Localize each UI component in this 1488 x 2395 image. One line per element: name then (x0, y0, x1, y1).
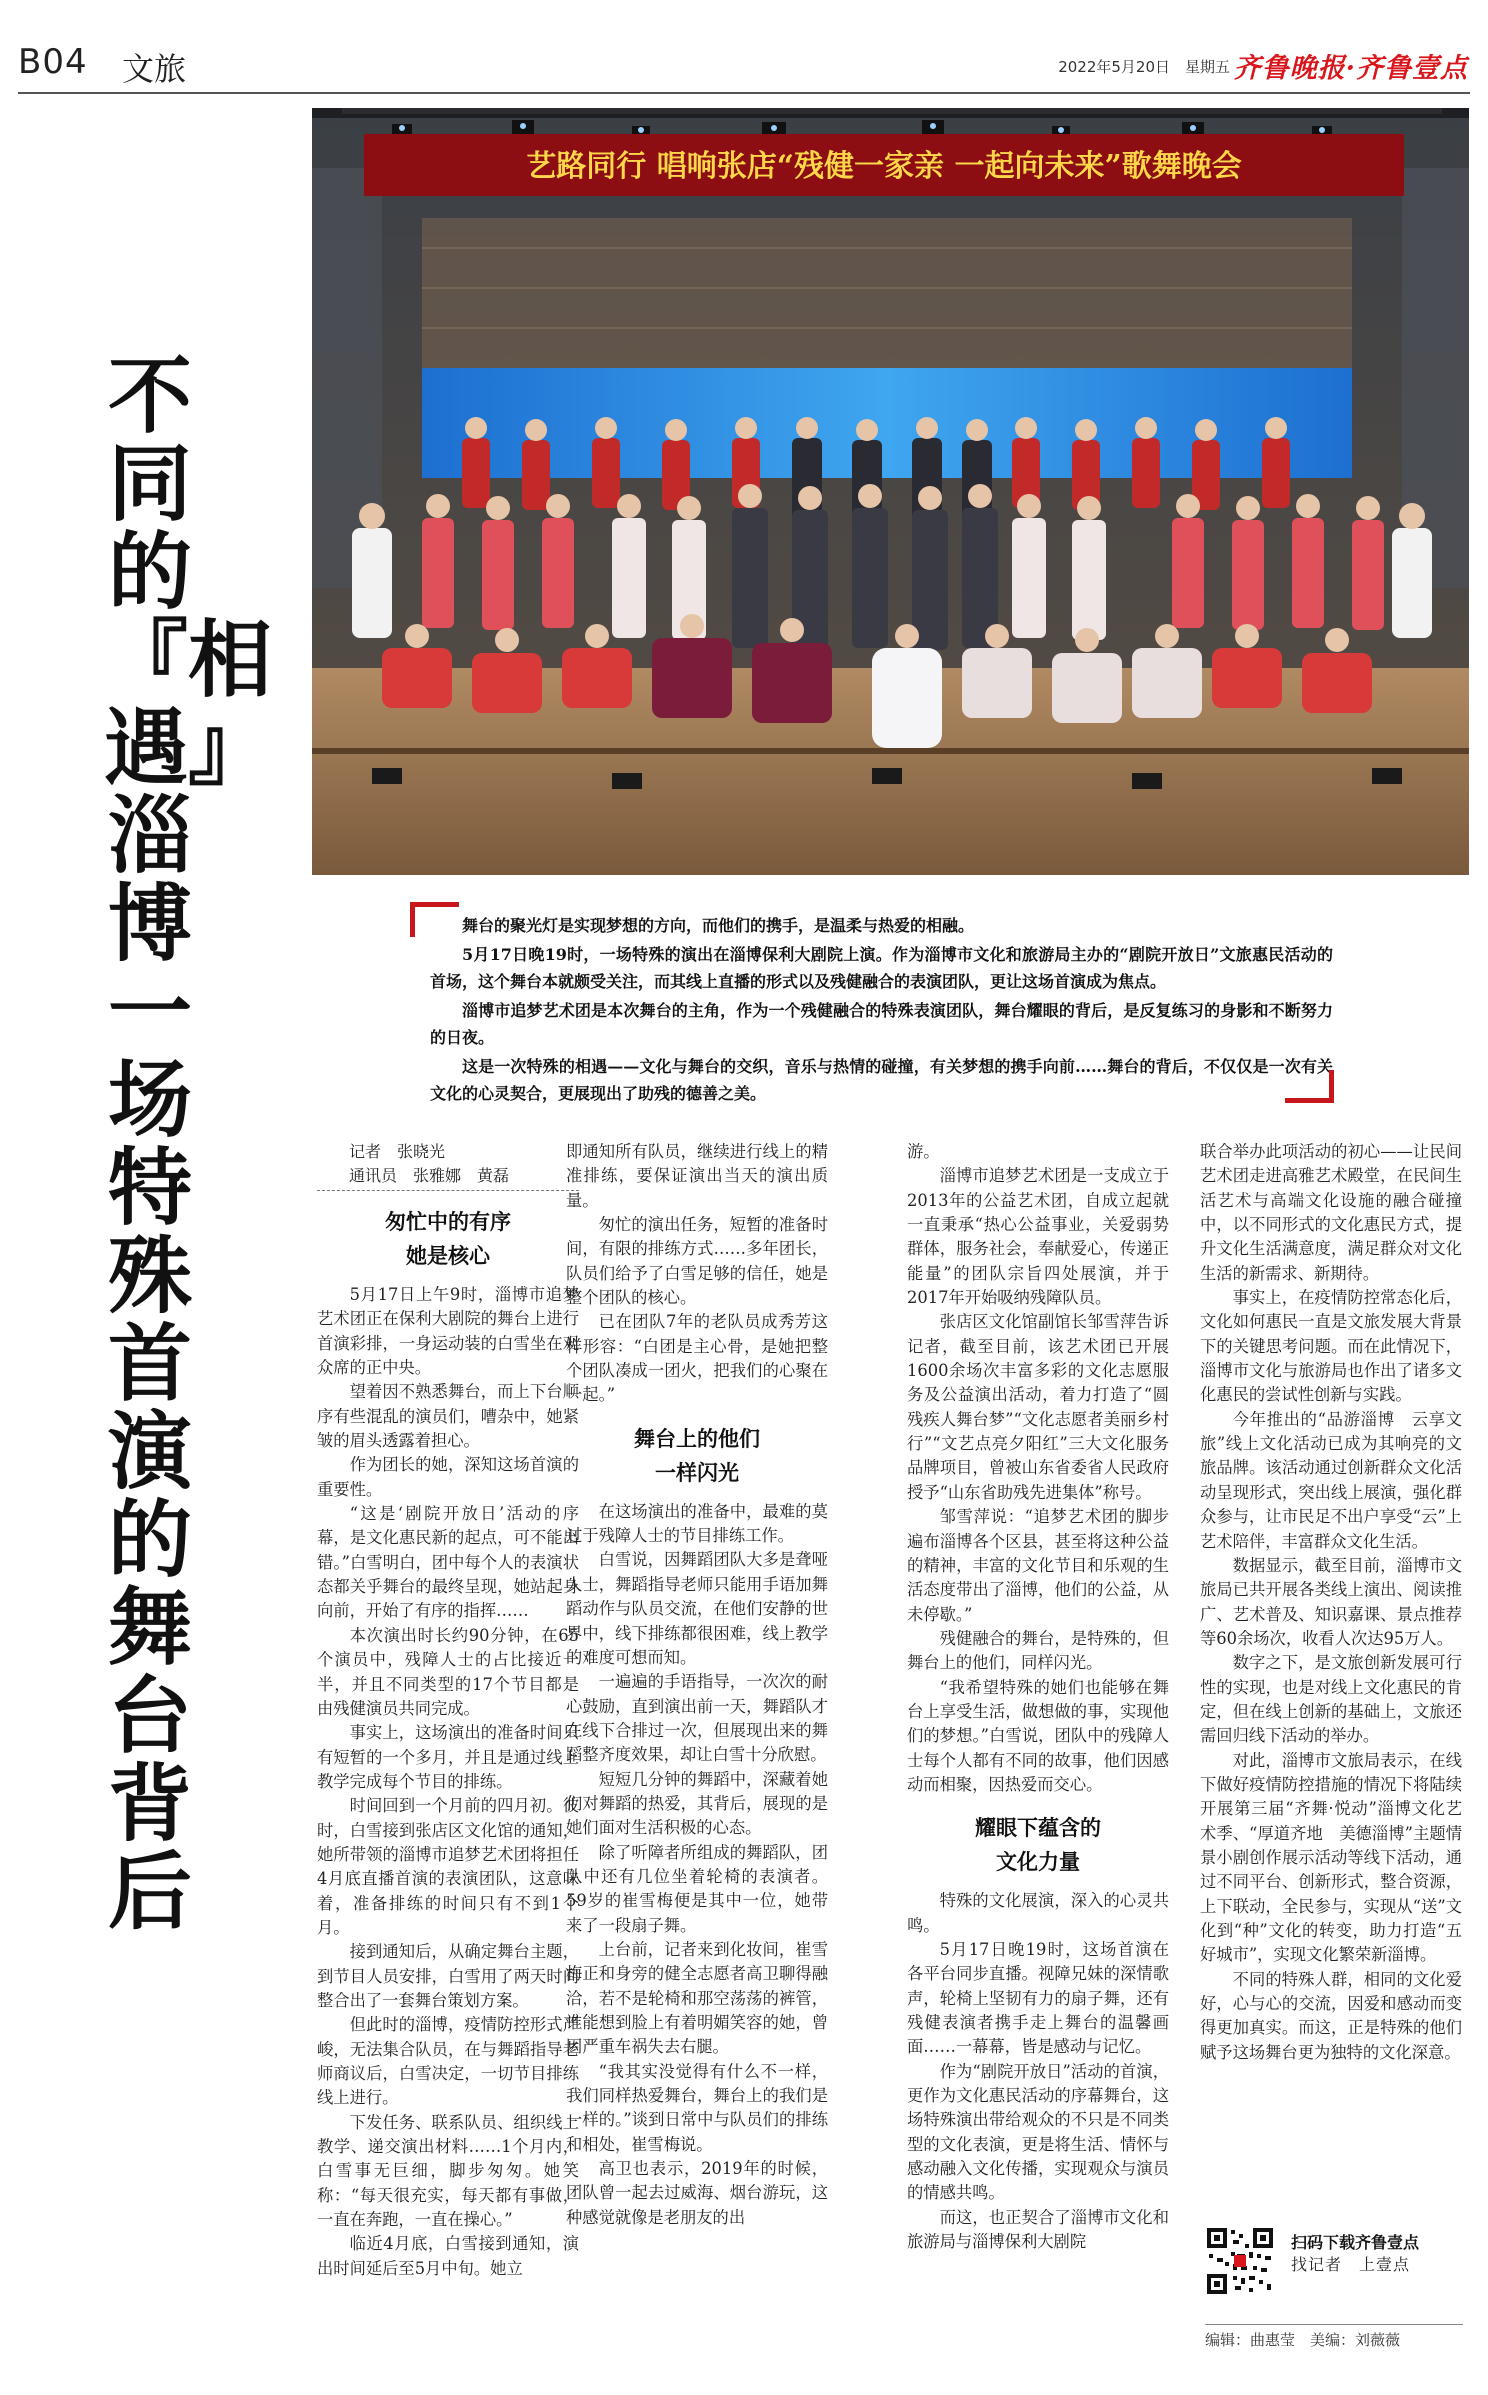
body-paragraph: 5月17日上午9时，淄博市追梦艺术团正在保利大剧院的舞台上进行首演彩排，一身运动装的白雪坐在观众席的正中央。 (317, 1285, 579, 1378)
section-heading (566, 1422, 828, 1490)
qr-caption-sub: 找记者 上壹点 (1291, 2255, 1411, 2274)
body-paragraph: 作为“剧院开放日”活动的首演，更作为文化惠民活动的序幕舞台，这场特殊演出带给观众的不只是不同类型的文化表演，更是将生活、情怀与感动融入文化传播，实现观众与演员的情感共鸣。 (907, 2061, 1169, 2203)
section-heading-line: 舞台上的他们 (634, 1425, 760, 1451)
body-column-3 (907, 1140, 1169, 2254)
body-paragraph: 不同的特殊人群，相同的文化爱好，心与心的交流，因爱和感动而变得更加真实。而这，正是特殊的他们赋予这场舞台更为独特的文化深意。 (1200, 1969, 1462, 2062)
body-paragraph: 除了听障者所组成的舞蹈队，团队中还有几位坐着轮椅的表演者。59岁的崔雪梅便是其中一位，她带来了一段扇子舞。 (566, 1842, 828, 1935)
editor-credits: 编辑：曲惠莹 美编：刘薇薇 (1205, 2324, 1463, 2350)
article-lead (430, 912, 1333, 1109)
body-paragraph: “我希望特殊的她们也能够在舞台上享受生活，做想做的事，实现他们的梦想。”白雪说，团队中的残障人士每个人都有不同的故事，他们因感动而相聚，因热爱而交心。 (907, 1677, 1169, 1794)
body-paragraph: 作为团长的她，深知这场首演的重要性。 (317, 1455, 579, 1499)
body-paragraph: 今年推出的“品游淄博 云享文旅”线上文化活动已成为其响亮的文旅品牌。该活动通过创新群众文化活动呈现形式，突出线上展演，强化群众参与，让市民足不出户享受“云”上艺术陪伴，丰富群众文化生活。 (1200, 1409, 1462, 1551)
body-paragraph: 高卫也表示，2019年的时候，团队曾一起去过威海、烟台游玩，这种感觉就像是老朋友的出 (566, 2159, 828, 2227)
section-heading-line: 她是核心 (406, 1243, 490, 1268)
body-paragraph: 已在团队7年的老队员成秀芳这样形容：“白团是主心骨，是她把整个团队凑成一团火，把我们的心聚在一起。” (566, 1312, 828, 1405)
body-paragraph: “这是‘剧院开放日’活动的序幕，是文化惠民新的起点，可不能出错。”白雪明白，团中每个人的表演状态都关乎舞台的最终呈现，她站起身向前，开始了有序的指挥…… (317, 1504, 579, 1621)
body-paragraph: 下发任务、联系队员、组织线上教学、递交演出材料……1个月内，白雪事无巨细，脚步匆匆。她笑称：“每天很充实，每天都有事做，一直在奔跑，一直在操心。” (317, 2112, 579, 2230)
section-heading (317, 1205, 579, 1273)
body-paragraph: 邹雪萍说：“追梦艺术团的脚步遍布淄博各个区县，甚至将这种公益的精神，丰富的文化节目和乐观的生活态度带出了淄博，他们的公益，从未停歇。” (907, 1507, 1169, 1624)
section-name: 文旅 (122, 50, 187, 88)
body-paragraph: 数据显示，截至目前，淄博市文旅局已共开展各类线上演出、阅读推广、艺术普及、知识嘉课、景点推荐等60余场次，收看人次达95万人。 (1200, 1555, 1462, 1648)
section-heading-line: 文化力量 (996, 1849, 1080, 1875)
body-paragraph: 匆忙的演出任务，短暂的准备时间，有限的排练方式……多年团长，队员们给予了白雪足够的信任，她是整个团队的核心。 (566, 1215, 828, 1308)
lead-paragraph: 5月17日晚19时，一场特殊的演出在淄博保利大剧院上演。作为淄博市文化和旅游局主办的“剧院开放日”文旅惠民活动的首场，这个舞台本就颇受关注，而其线上直播的形式以及残健融合的表演团队，更让这场首演成为焦点。 (430, 945, 1333, 991)
newspaper-logo: 齐鲁晚报·齐鲁壹点 (1233, 53, 1468, 84)
article-headline: 不同的『相遇』淄博一场特殊首演的舞台背后 (104, 346, 273, 1941)
body-paragraph: 而这，也正契合了淄博市文化和旅游局与淄博保利大剧院 (907, 2207, 1169, 2252)
section-heading-line: 匆忙中的有序 (385, 1209, 511, 1234)
body-paragraph: 事实上，在疫情防控常态化后，文化如何惠民一直是文旅发展大背景下的关键思考问题。而在此情况下，淄博市文化与旅游局也作出了诸多文化惠民的尝试性创新与实践。 (1200, 1288, 1462, 1405)
body-paragraph: 事实上，这场演出的准备时间只有短暂的一个多月，并且是通过线上教学完成每个节目的排练。 (317, 1723, 579, 1791)
section-heading (907, 1811, 1169, 1879)
body-column-1 (317, 1140, 579, 2281)
body-paragraph: 张店区文化馆副馆长邹雪萍告诉记者，截至目前，该艺术团已开展1600余场次丰富多彩的文化志愿服务及公益演出活动，着力打造了“圆残疾人舞台梦”“文化志愿者美丽乡村行”“文艺点亮夕阳红”三大文化服务品牌项目，曾被山东省委省人民政府授予“山东省助残先进集体”称号。 (907, 1312, 1169, 1502)
page-header (18, 36, 1470, 92)
body-paragraph: 对此，淄博市文旅局表示，在线下做好疫情防控措施的情况下将陆续开展第三届“齐舞·悦动”淄博文化艺术季、“厚道齐地 美德淄博”主题情景小剧创作展示活动等线下活动，通过不同平台、创新形式，整合资源，上下联动，全民参与，实现从“送”文化到“种”文化的转变，助力打造“五好城市”，实现文化繁荣新淄博。 (1200, 1750, 1462, 1965)
stage-photo-illustration (312, 108, 1469, 875)
body-paragraph: 一遍遍的手语指导，一次次的耐心鼓励，直到演出前一天，舞蹈队才在线下合排过一次，但展现出来的舞蹈整齐度效果，却让白雪十分欣慰。 (566, 1672, 828, 1765)
body-paragraph: 上台前，记者来到化妆间，崔雪梅正和身旁的健全志愿者高卫聊得融洽，若不是轮椅和那空荡荡的裤管，谁能想到脸上有着明媚笑容的她，曾因严重车祸失去右腿。 (566, 1939, 828, 2057)
body-paragraph: 望着因不熟悉舞台，而上下台顺序有些混乱的演员们，嘈杂中，她紧皱的眉头透露着担心。 (317, 1382, 579, 1451)
body-paragraph: 临近4月底，白雪接到通知，演出时间延后至5月中旬。她立 (317, 2234, 579, 2278)
header-divider (18, 92, 1470, 94)
body-paragraph: 接到通知后，从确定舞台主题，到节目人员安排，白雪用了两天时间整合出了一套舞台策划方案。 (317, 1942, 579, 2010)
body-paragraph: 残健融合的舞台，是特殊的，但舞台上的他们，同样闪光。 (907, 1628, 1169, 1673)
body-paragraph: 数字之下，是文旅创新发展可行性的实现，也是对线上文化惠民的肯定，但在线上创新的基础上，文旅还需回归线下活动的举办。 (1200, 1653, 1462, 1746)
publication-date: 2022年5月20日 星期五 (1058, 58, 1230, 76)
body-column-2 (566, 1140, 828, 2230)
qr-code-icon[interactable] (1205, 2226, 1275, 2296)
body-paragraph: 联合举办此项活动的初心——让民间艺术团走进高雅艺术殿堂，在民间生活艺术与高端文化设施的融合碰撞中，以不同形式的文化惠民方式，提升文化生活满意度，满足群众对文化生活的新需求、新期待。 (1200, 1142, 1462, 1283)
byline-divider (317, 1188, 579, 1191)
body-paragraph: 白雪说，因舞蹈团队大多是聋哑人士，舞蹈指导老师只能用手语加舞蹈动作与队员交流，在他们安静的世界中，线下排练都很困难，线上教学的难度可想而知。 (566, 1550, 828, 1667)
body-paragraph: 时间回到一个月前的四月初。彼时，白雪接到张店区文化馆的通知，她所带领的淄博市追梦艺术团将担任4月底直播首演的表演团队，这意味着，准备排练的时间只有不到1个月。 (317, 1796, 579, 1937)
lead-paragraph: 这是一次特殊的相遇——文化与舞台的交织，音乐与热情的碰撞，有关梦想的携手向前……舞台的背后，不仅仅是一次有关文化的心灵契合，更展现出了助残的德善之美。 (430, 1057, 1333, 1103)
lead-paragraph: 舞台的聚光灯是实现梦想的方向，而他们的携手，是温柔与热爱的相融。 (462, 916, 975, 935)
body-paragraph: 游。 (907, 1142, 940, 1161)
stage-group-photo (312, 108, 1469, 875)
body-paragraph: 在这场演出的准备中，最难的莫过于残障人士的节目排练工作。 (566, 1501, 828, 1546)
body-paragraph: 但此时的淄博，疫情防控形式严峻，无法集合队员，在与舞蹈指导老师商议后，白雪决定，一切节目排练线上进行。 (317, 2015, 579, 2108)
section-heading-line: 一样闪光 (655, 1459, 739, 1485)
body-paragraph: 5月17日晚19时，这场首演在各平台同步直播。视障兄妹的深情歌声，轮椅上坚韧有力的扇子舞，还有残健表演者携手走上舞台的温馨画面……一幕幕，皆是感动与记忆。 (907, 1939, 1169, 2057)
body-paragraph: 淄博市追梦艺术团是一支成立于2013年的公益艺术团，自成立起就一直秉承“热心公益事业，关爱弱势群体，服务社会，奉献爱心，传递正能量”的团队宗旨四处展演，并于2017年开始吸纳残障队员。 (907, 1166, 1169, 1308)
body-column-4 (1200, 1140, 1462, 2065)
section-heading-line: 耀眼下蕴含的 (975, 1815, 1101, 1841)
page-code: B04 (18, 42, 88, 82)
body-paragraph: 特殊的文化展演，深入的心灵共鸣。 (907, 1891, 1169, 1935)
body-paragraph: “我其实没觉得有什么不一样，我们同样热爱舞台，舞台上的我们是一样的。”谈到日常中与队员们的排练和相处，崔雪梅说。 (566, 2061, 828, 2154)
lead-paragraph: 淄博市追梦艺术团是本次舞台的主角，作为一个残健融合的特殊表演团队，舞台耀眼的背后，是反复练习的身影和不断努力的日夜。 (430, 1001, 1333, 1047)
qr-caption-title: 扫码下载齐鲁壹点 (1291, 2233, 1420, 2252)
qr-caption (1291, 2232, 1419, 2276)
byline-correspondents: 通讯员 张雅娜 黄磊 (349, 1166, 510, 1185)
body-paragraph: 本次演出时长约90分钟，在65个演员中，残障人士的占比接近一半，并且不同类型的17个节目都是由残健演员共同完成。 (317, 1625, 579, 1718)
byline-reporter: 记者 张晓光 (349, 1142, 446, 1161)
banner-text: 艺路同行 唱响张店“残健一家亲 一起向未来”歌舞晚会 (526, 149, 1242, 184)
lead-bracket-bottom-right (1285, 1070, 1334, 1103)
body-paragraph: 短短几分钟的舞蹈中，深藏着她们对舞蹈的热爱，其背后，展现的是她们面对生活积极的心态。 (566, 1769, 828, 1838)
body-paragraph: 即通知所有队员，继续进行线上的精准排练，要保证演出当天的演出质量。 (566, 1142, 828, 1210)
